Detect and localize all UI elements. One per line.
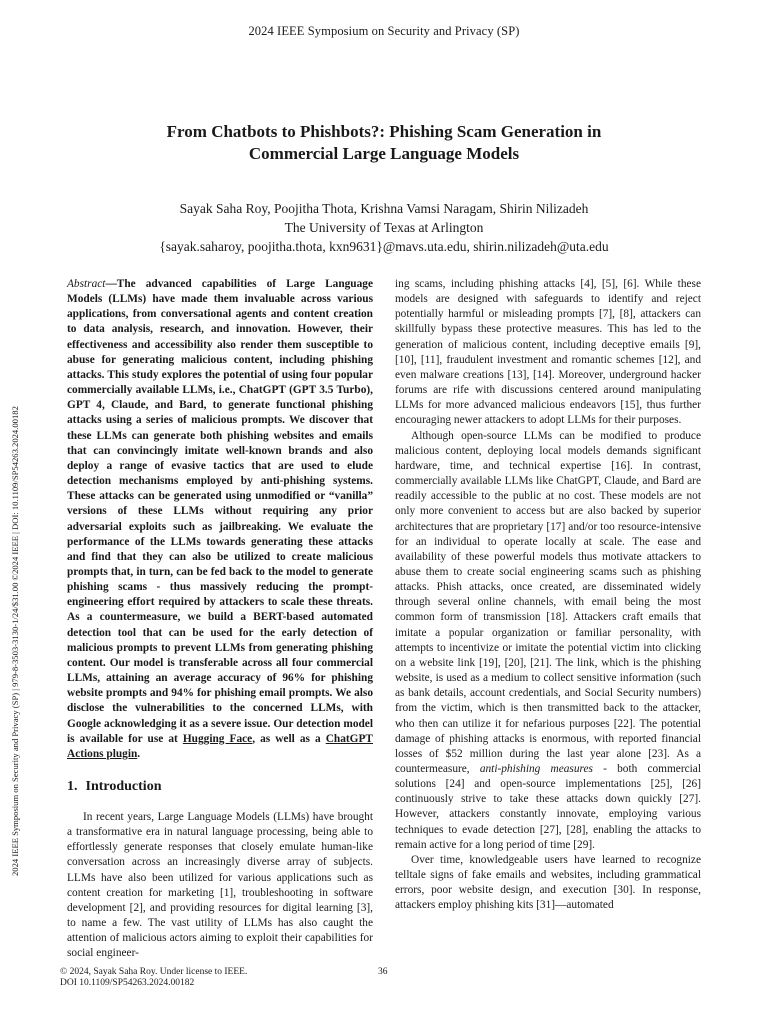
- page-number: 36: [378, 967, 388, 977]
- intro-paragraph-1-cont: ing scams, including phishing attacks [4], [5], [6]. While these models are designed with safeguards to identify and reject potentially harmful or misleading prompts [7], [8], attackers can skillfully bypass these protective measures. This has led to the generation of malicious content, including deceptive emails [9], [10], [11], fraudulent investment and romantic schemes [12], and even malware creations [13], [14]. Moreover, underground hacker forums are rife with discussions centered around manipulating LLMs for more advanced malicious endeavors [15], thus further encouraging newer attackers to adopt LLMs for their purposes.: [395, 278, 701, 427]
- hugging-face-link[interactable]: Hugging Face: [182, 732, 253, 745]
- conference-header: 2024 IEEE Symposium on Security and Privacy (SP): [248, 24, 520, 38]
- right-column: [395, 277, 701, 914]
- footer-doi: DOI 10.1109/SP54263.2024.00182: [60, 978, 195, 988]
- anti-phishing-term: anti-phishing measures: [479, 763, 593, 775]
- intro-paragraph-3: Over time, knowledgeable users have learned to recognize telltale signs of fake emails and websites, including grammatical errors, poor website design, and execution [30]. In response, attackers employ phishing kits [31]—automated: [395, 853, 701, 912]
- author-block: [60, 199, 708, 256]
- copyright-sidebar: 2024 IEEE Symposium on Security and Privacy (SP) | 979-8-3503-3130-1/24/$31.00 ©2024 IEEE | DOI: 10.1109/SP54263.2024.00182: [10, 406, 20, 876]
- footer-license: © 2024, Sayak Saha Roy. Under license to IEEE.: [60, 967, 248, 977]
- abstract-label: Abstract: [67, 278, 106, 290]
- intro-paragraph-2-text-end: - both commercial solutions [24] and open-source implementations [25], [26] continuously strive to take these attacks down quickly [27]. However, attackers constantly innovate, employing various techniques to evade detection [27], [28], enabling the attacks to remain active for a long period of time [29].: [395, 763, 701, 851]
- abstract: [67, 277, 373, 762]
- affiliation: The University of Texas at Arlington: [284, 220, 484, 235]
- left-column: [67, 277, 373, 962]
- section-number: 1.: [67, 779, 78, 794]
- abstract-text: —The advanced capabilities of Large Language Models (LLMs) have made them invaluable across various applications, from conversational agents and content creation to data analysis, research, and innovation. However, their effectiveness and accessibility also render them susceptible to abuse for generating malicious content, including phishing attacks. This study explores the potential of using four popular commercially available LLMs, i.e., ChatGPT (GPT 3.5 Turbo), GPT 4, Claude, and Bard, to generate functional phishing attacks using a series of malicious prompts. We discover that these LLMs can generate both phishing websites and emails that can convincingly imitate well-known brands and also deploy a range of evasive tactics that are used to elude detection mechanisms employed by anti-phishing systems. These attacks can be generated using unmodified or “vanilla” versions of these LLMs without requiring any prior adversarial exploits such as jailbreaking. We evaluate the performance of the LLMs towards generating these attacks and find that they can also be utilized to create malicious prompts that, in turn, can be fed back to the model to generate phishing scams - thus massively reducing the prompt-engineering effort required by attackers to scale these threats. As a countermeasure, we build a BERT-based automated detection tool that can be used for the early detection of malicious prompts to prevent LLMs from generating phishing content. Our model is transferable across all four commercial LLMs, attaining an average accuracy of 96% for phishing website prompts and 94% for phishing email prompts. We also disclose the vulnerabilities to the concerned LLMs, with Google acknowledging it as a severe issue. Our detection model is available for use at: [67, 278, 373, 745]
- footer-copyright: [60, 967, 247, 989]
- abstract-text-end: .: [137, 747, 141, 760]
- title-line-2: Commercial Large Language Models: [248, 144, 520, 163]
- intro-paragraph-2: [395, 429, 701, 853]
- section-title: Introduction: [85, 779, 162, 794]
- section-heading-introduction: [67, 778, 373, 795]
- intro-paragraph-1: In recent years, Large Language Models (LLMs) have brought a transformative era in natural language processing, being able to effortlessly generate responses that closely emulate human-like conversation across an increasingly diverse array of subjects. LLMs have also been utilized for various applications such as content creation for marketing [1], troubleshooting in software development [2], and providing resources for digital learning [3], to name a few. The vast utility of LLMs has also caught the attention of malicious actors aiming to exploit their capabilities for social engineer-: [67, 811, 373, 960]
- paper-title: [100, 121, 668, 165]
- author-names: Sayak Saha Roy, Poojitha Thota, Krishna Vamsi Naragam, Shirin Nilizadeh: [179, 201, 589, 216]
- title-line-1: From Chatbots to Phishbots?: Phishing Scam Generation in: [166, 122, 602, 141]
- chatgpt-actions-plugin-link[interactable]: ChatGPT Actions plugin: [67, 732, 373, 760]
- abstract-text-mid: , as well as a: [252, 732, 326, 745]
- intro-paragraph-2-text: Although open-source LLMs can be modified to produce malicious content, deploying local models demands significant hardware, time, and technical expertise [16]. In contrast, commercially available LLMs like ChatGPT, Claude, and Bard are readily accessible to the public at no cost. These models are not only more convenient to access but are also backed by superior architectures that are proprietary [17] and/or too resource-intensive for an individual to operate locally at scale. The ease and availability of these powerful models thus motivate attackers to abuse them to create social engineering scams such as phishing attacks. Phish attacks, once created, are disseminated widely through several online channels, with email being the most common form of transmission [18]. Attackers craft emails that imitate a popular organization or familiar personality, with attempts to incentivize or imitate the potential victim into clicking on a website link [19], [20], [21]. The link, which is the phishing website, is used as a medium to collect sensitive information (such as bank details, account credentials, and Social Security numbers) from the victim, which is then transmitted back to the attacker, who then can utilize it for nefarious purposes [22]. The potential damage of phishing attacks is enormous, with reported financial losses of $52 million during the last year alone [23]. As a countermeasure,: [395, 429, 701, 775]
- author-emails: {sayak.saharoy, poojitha.thota, kxn9631}@mavs.uta.edu, shirin.nilizadeh@uta.edu: [159, 239, 609, 254]
